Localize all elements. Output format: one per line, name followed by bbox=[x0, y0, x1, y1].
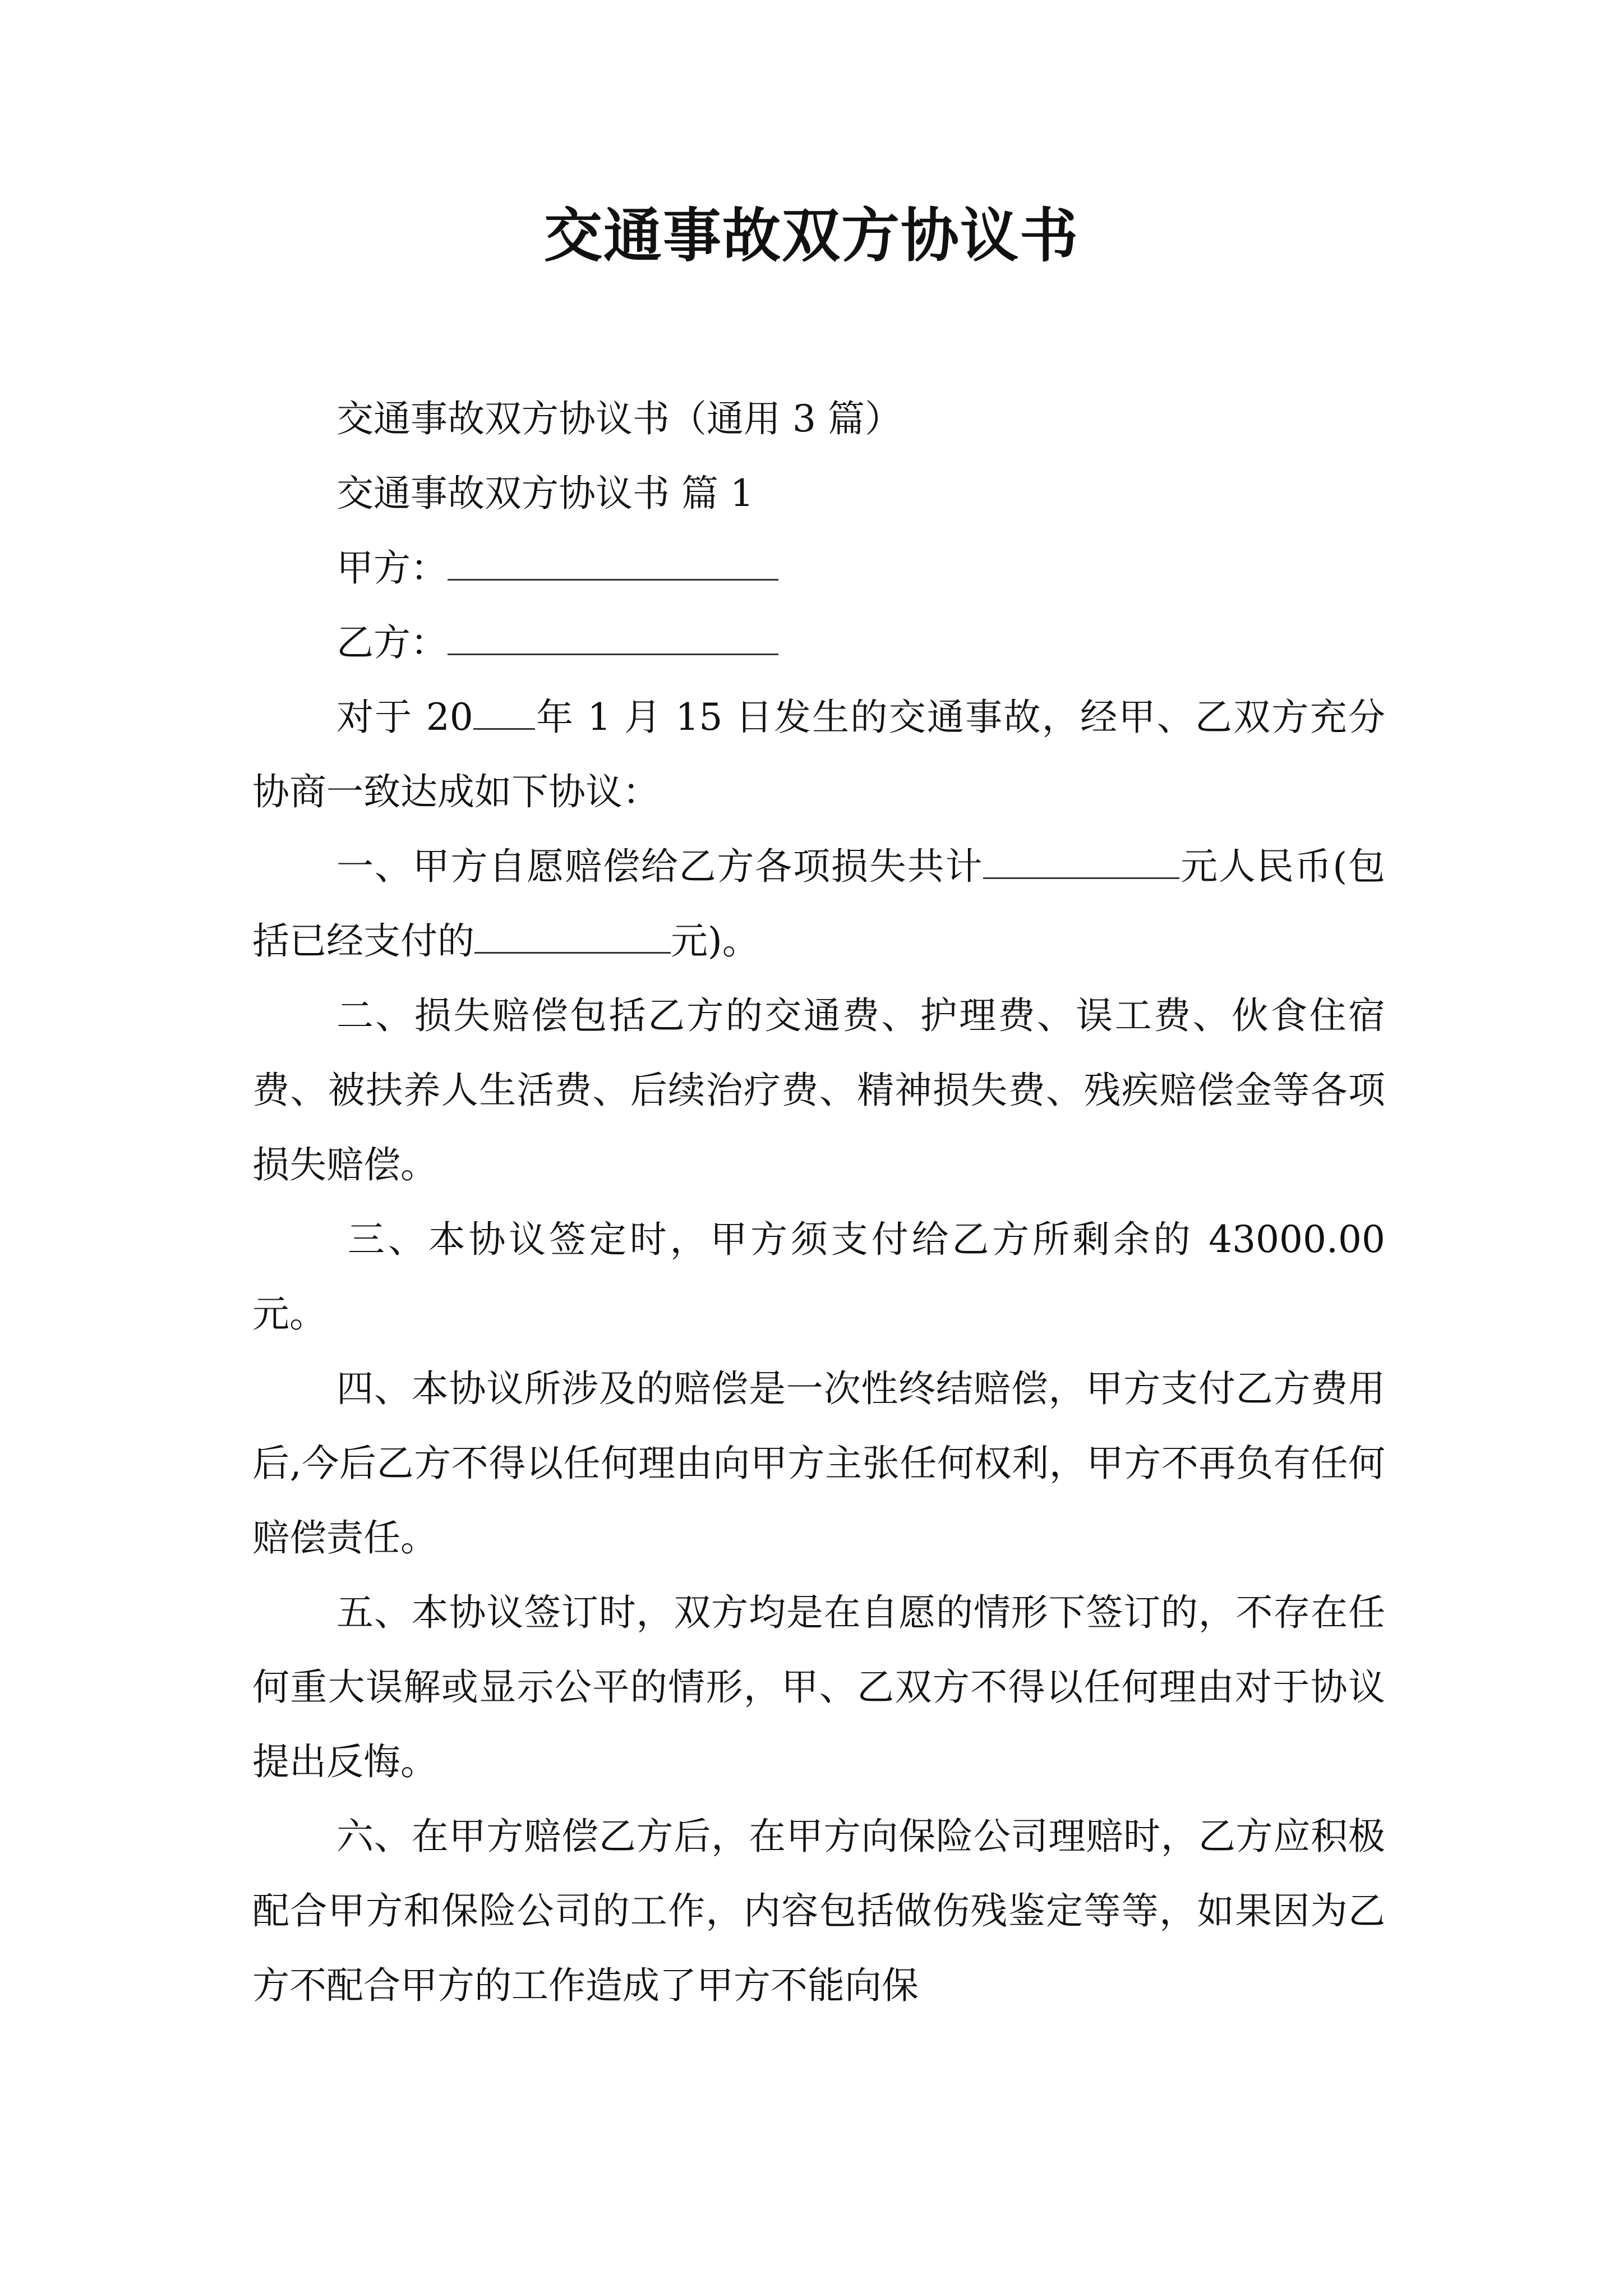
intro-text-part1: 对于 20 bbox=[336, 696, 473, 739]
clause-5-text: 五、本协议签订时，双方均是在自愿的情形下签订的，不存在任何重大误解或显示公平的情形，甲、乙双方不得以任何理由对于协议提出反悔。 bbox=[252, 1591, 1385, 1783]
party-b-blank bbox=[448, 620, 778, 655]
clause-6 bbox=[252, 1799, 1385, 2023]
document-title: 交通事故双方协议书 bbox=[543, 201, 1079, 270]
party-a-line bbox=[252, 531, 1385, 605]
party-b-line bbox=[252, 605, 1385, 680]
clause-1-part3: 元)。 bbox=[671, 919, 759, 963]
document-body bbox=[252, 381, 1385, 2023]
clause-4-text: 四、本协议所涉及的赔偿是一次性终结赔偿，甲方支付乙方费用后,今后乙方不得以任何理由向甲方主张任何权利，甲方不再负有任何赔偿责任。 bbox=[252, 1367, 1385, 1559]
document-subtitle bbox=[252, 381, 1385, 456]
clause-6-text: 六、在甲方赔偿乙方后，在甲方向保险公司理赔时，乙方应积极配合甲方和保险公司的工作，内容包括做伤残鉴定等等，如果因为乙方不配合甲方的工作造成了甲方不能向保 bbox=[252, 1815, 1385, 2007]
clause-1-part2: 元人民币(包括已经支付的 bbox=[252, 845, 1386, 963]
clause-3-text: 三、本协议签定时，甲方须支付给乙方所剩余的 43000.00 元。 bbox=[252, 1218, 1385, 1336]
party-a-blank bbox=[448, 545, 778, 581]
intro-text-part2: 年 1 月 15 日发生的交通事故，经甲、乙双方充分协商一致达成如下协议： bbox=[252, 696, 1385, 813]
clause-3 bbox=[252, 1202, 1385, 1351]
clause-1-part1: 一、甲方自愿赔偿给乙方各项损失共计 bbox=[336, 845, 984, 888]
party-a-label: 甲方： bbox=[336, 546, 448, 590]
clause-2-text: 二、损失赔偿包括乙方的交通费、护理费、误工费、伙食住宿费、被扶养人生活费、后续治疗费、精神损失费、残疾赔偿金等各项损失赔偿。 bbox=[252, 994, 1385, 1186]
clause-2 bbox=[252, 978, 1385, 1202]
clause-5 bbox=[252, 1575, 1385, 1799]
year-blank bbox=[473, 694, 535, 730]
total-amount-blank bbox=[983, 844, 1179, 879]
paid-amount-blank bbox=[474, 918, 671, 954]
subtitle-text: 交通事故双方协议书（通用 3 篇） bbox=[336, 397, 902, 440]
party-b-label: 乙方： bbox=[336, 621, 448, 664]
intro-paragraph bbox=[252, 680, 1385, 829]
clause-4 bbox=[252, 1351, 1385, 1575]
clause-1 bbox=[252, 829, 1385, 978]
section-heading-text: 交通事故双方协议书 篇 1 bbox=[336, 472, 754, 515]
section-heading bbox=[252, 456, 1385, 531]
